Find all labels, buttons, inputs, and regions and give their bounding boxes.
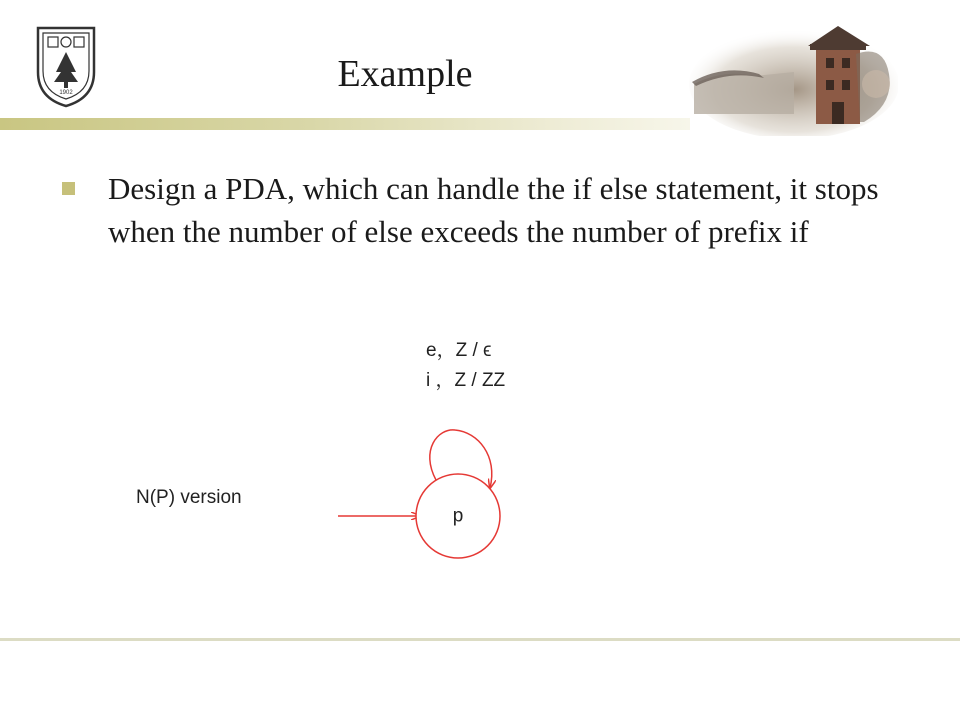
state-p-label: p — [452, 505, 464, 527]
slide-title: Example — [337, 53, 473, 95]
loop-transition-label-if: i ，Z / ZZ — [426, 370, 506, 391]
bullet-text: Design a PDA, which can handle the if else statement, it stops when the number of else exceeds the number of prefix if — [108, 171, 879, 249]
footer-divider — [0, 638, 960, 641]
npversion-label: N(P) version — [136, 487, 242, 508]
loop-transition-label-else: e，Z / ϵ — [426, 340, 492, 361]
logo-year: 1902 — [59, 90, 73, 96]
